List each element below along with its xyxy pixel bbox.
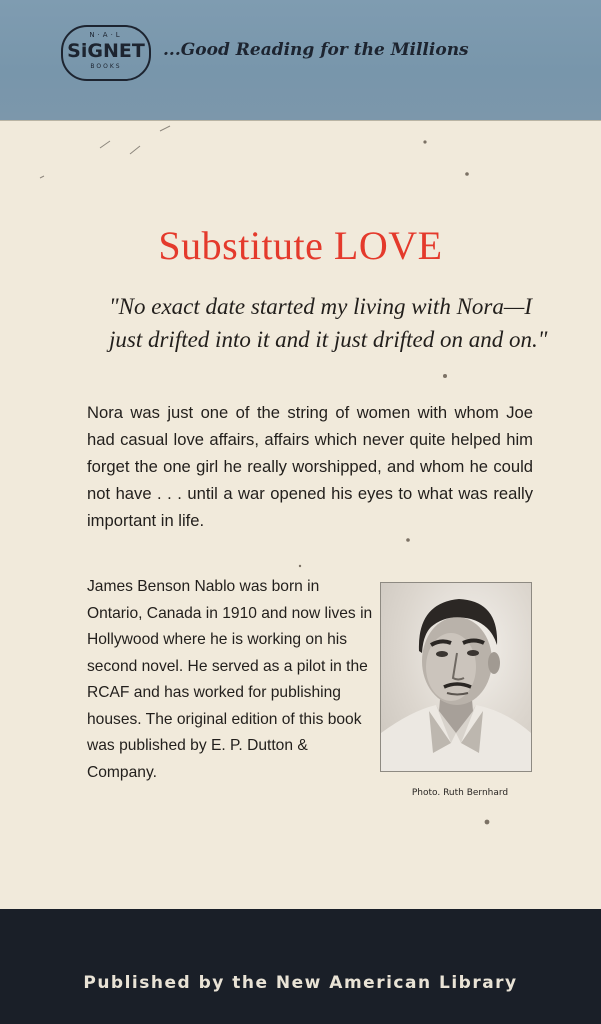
- book-title: Substitute LOVE: [158, 223, 443, 268]
- logo-nal-text: N·A·L: [89, 31, 123, 39]
- book-blurb: Nora was just one of the string of women with whom Joe had casual love affairs, affairs which never quite helped him forget the one girl he really worshipped, and whom he could not have . . . until a war opened his eyes to what was really important in life.: [87, 403, 533, 530]
- photo-credit: Photo. Ruth Bernhard: [411, 788, 509, 798]
- publisher-line: Published by the New American Library: [83, 973, 518, 993]
- author-photo: [380, 582, 532, 772]
- logo-books-text: BOOKS: [90, 63, 122, 70]
- logo-brand-text: SiGNET: [67, 40, 145, 62]
- author-portrait-image: [381, 583, 531, 771]
- pull-quote: "No exact date started my living with Nora—I just drifted into it and it just drifted on and on.": [109, 294, 548, 352]
- footer-band: [0, 909, 601, 1024]
- author-bio: James Benson Nablo was born in Ontario, Canada in 1910 and now lives in Hollywood where he is working on his second novel. He served as a pilot in the RCAF and has worked for publishing houses. The original edition of this book was published by E. P. Dutton & Company.: [87, 578, 373, 781]
- slogan: ...Good Reading for the Millions: [163, 40, 469, 60]
